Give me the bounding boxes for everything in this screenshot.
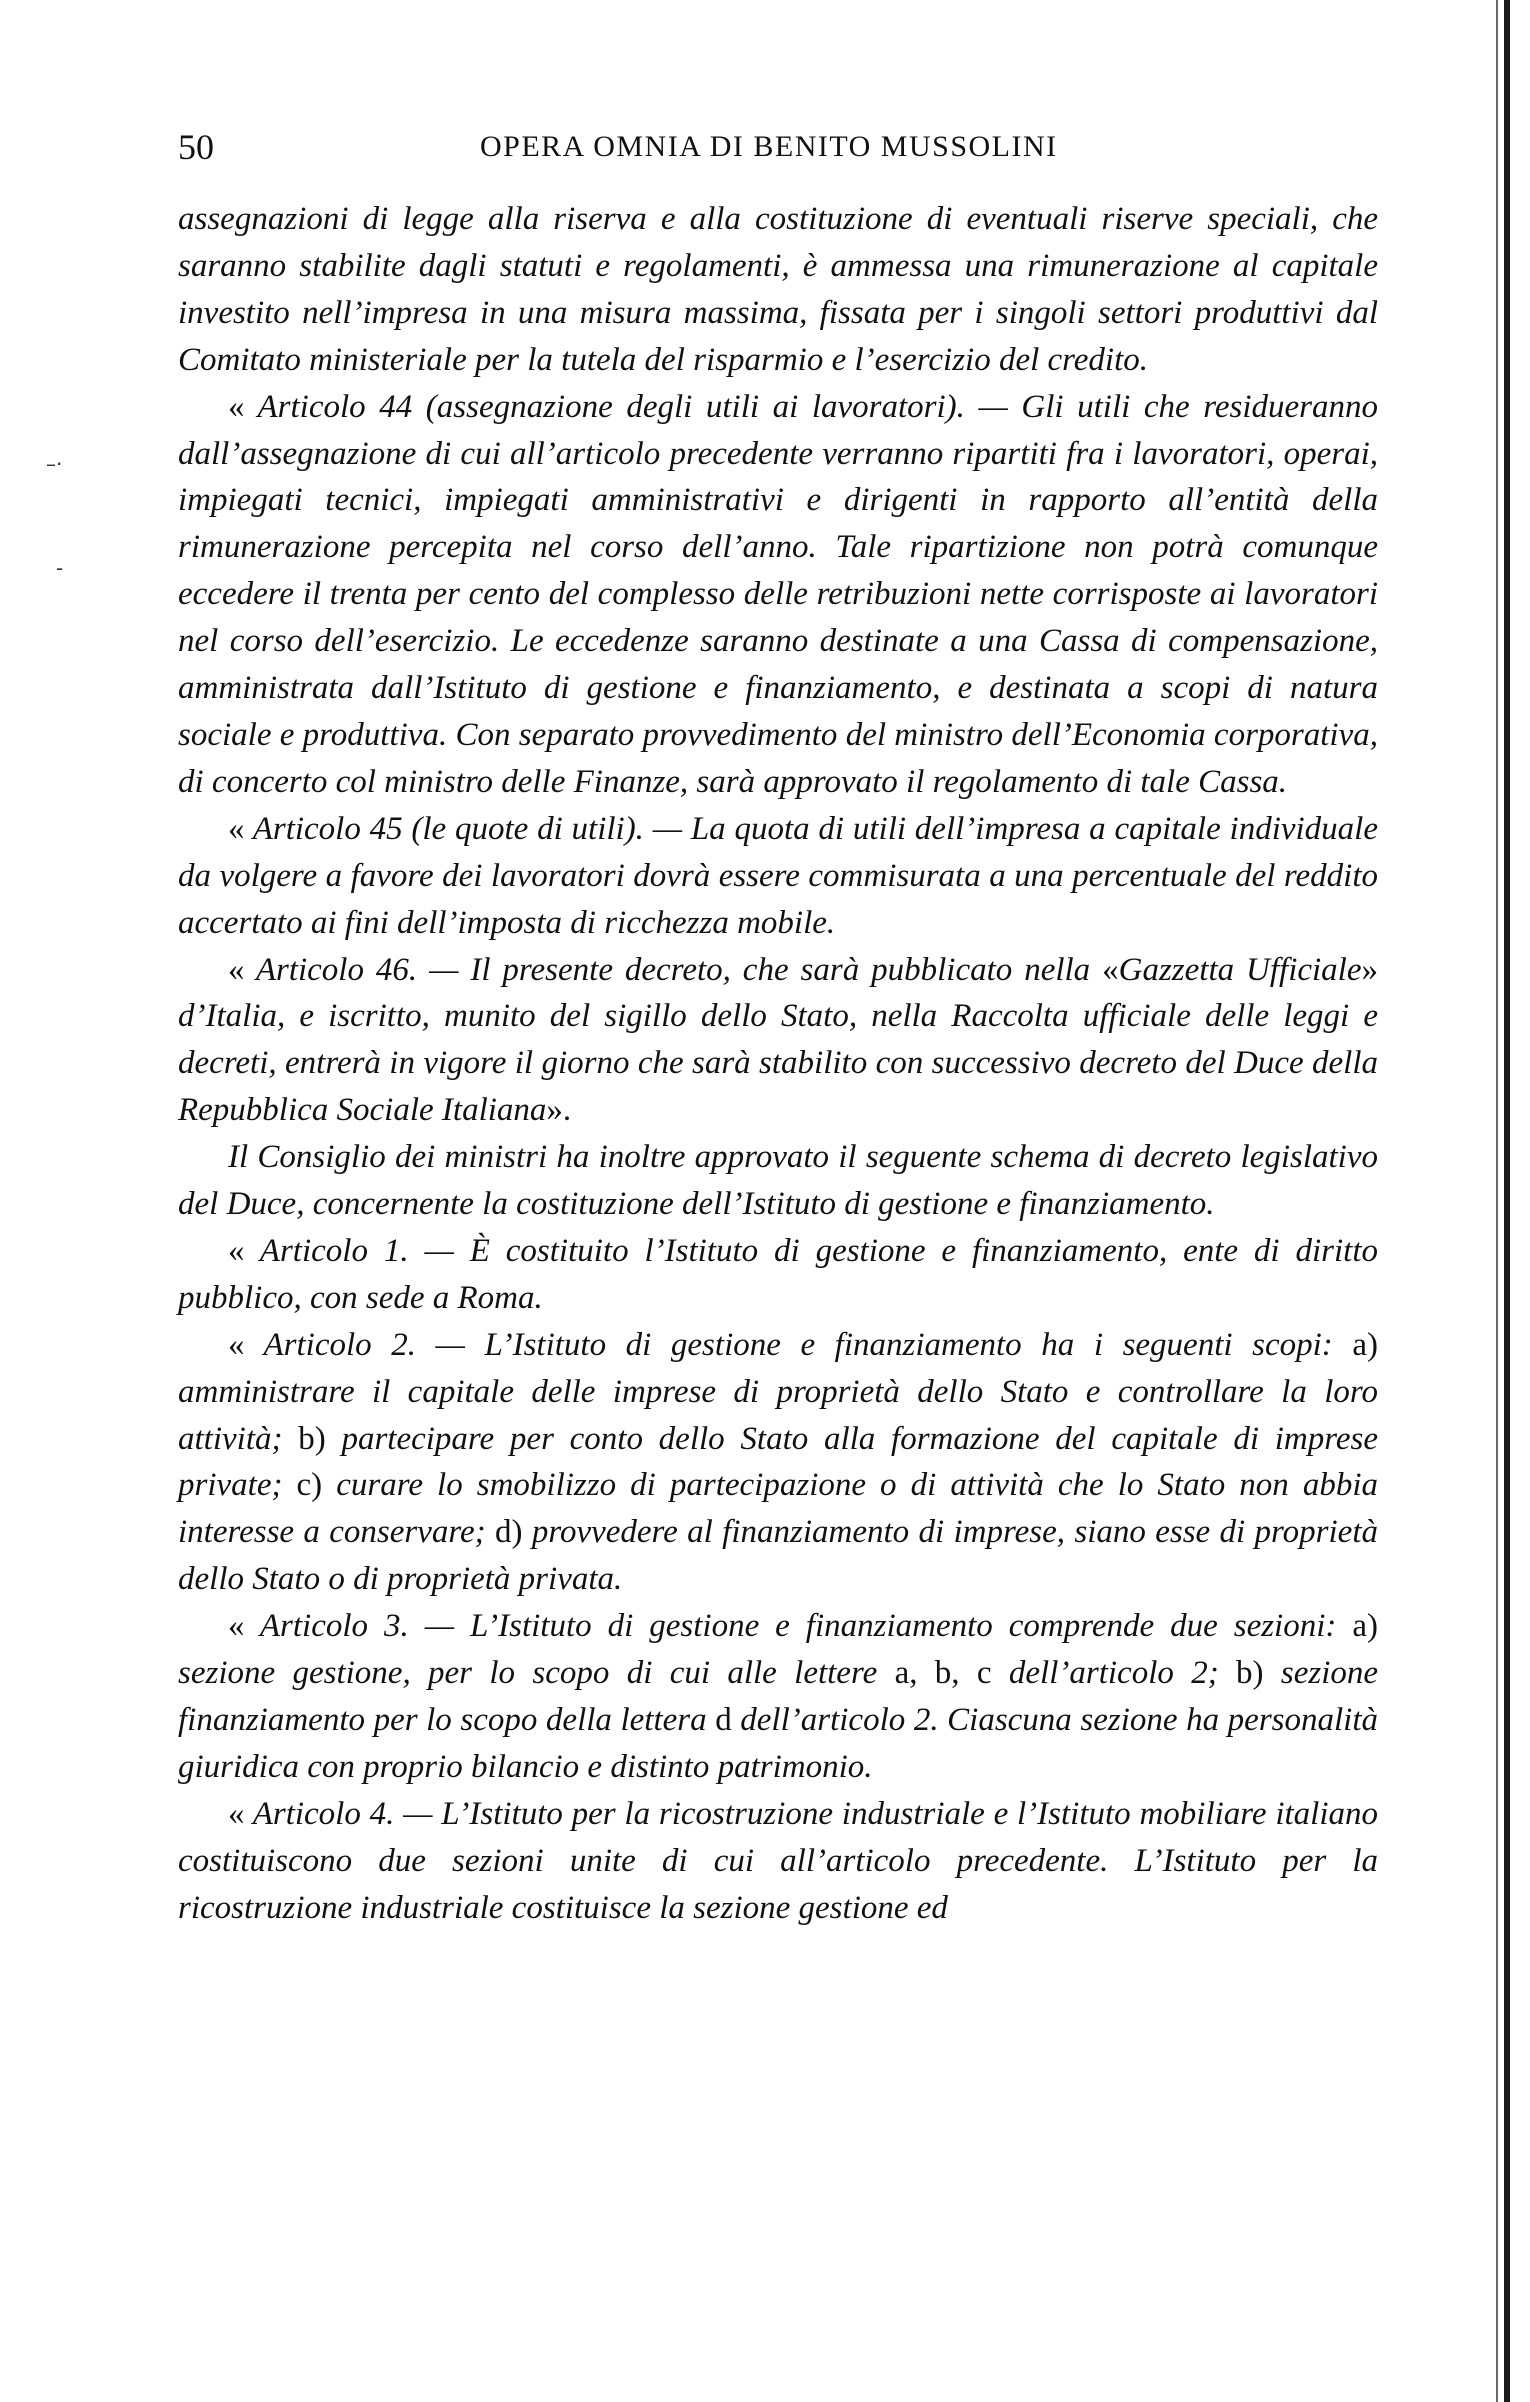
list-item: curare lo smobilizzo di partecipazione o di attività che lo Stato non abbia interesse a conservare; [178, 1467, 1379, 1551]
paragraph-article-2 [178, 1322, 1378, 1603]
paragraph-text: Articolo 3. — L’Istituto di gestione e finanziamento comprende due sezioni: [259, 1608, 1337, 1645]
list-item: dell’articolo 2. Ciascuna sezione ha personalità giuridica con proprio bilancio e distinto patrimonio. [178, 1702, 1379, 1785]
page-number: 50 [178, 127, 214, 167]
list-item: dell’articolo 2; [1008, 1655, 1219, 1692]
gazette-title: Gazzetta Ufficiale [1118, 951, 1362, 988]
paragraph-text: Il Consiglio dei ministri ha inoltre approvato il seguente schema di decreto legislativo del Duce, concernente la costituzione dell’Istituto di gestione e finanziamento. [178, 1139, 1378, 1223]
paragraph-article-3 [178, 1603, 1378, 1791]
list-letter: b) [1236, 1655, 1264, 1692]
list-letter: a) [1352, 1326, 1378, 1363]
paragraph-article-45 [178, 806, 1378, 947]
list-letter: b) [298, 1420, 326, 1457]
list-item: sezione finanziamento per lo scopo della lettera [178, 1655, 1379, 1738]
page-edge-shadow [1496, 0, 1498, 2402]
paragraph-article-44 [178, 384, 1378, 806]
paragraph-text: Articolo 46. — Il presente decreto, che sarà pubblicato nella [255, 951, 1091, 988]
paragraph-text: Articolo 45 (le quote di utili). — La quota di utili dell’impresa a capitale individuale da volgere a favore dei lavoratori dovrà essere commisurata a una percentuale del reddito accertato ai fini dell’imposta di ricchezza mobile. [178, 810, 1378, 941]
open-quote: « [228, 1795, 245, 1832]
list-letter: d) [495, 1514, 523, 1551]
list-item: partecipare per conto dello Stato alla formazione del capitale di imprese private; [178, 1420, 1378, 1504]
paragraph-text: assegnazioni di legge alla riserva e alla costituzione di eventuali riserve speciali, che saranno stabilite dagli statuti e regolamenti, è ammessa una rimunerazione al capitale investito nell’impresa in una misura massima, fissata per i singoli settori produttivi dal Comitato ministeriale per la tutela del risparmio e l’esercizio del credito. [178, 201, 1378, 378]
open-quote: « [228, 388, 245, 425]
paragraph-consiglio [178, 1134, 1378, 1228]
reference-letter: d [715, 1702, 732, 1738]
margin-mark: –· [46, 452, 63, 476]
margin-mark: - [56, 556, 64, 580]
paragraph-text: Articolo 44 (assegnazione degli utili ai lavoratori). — Gli utili che residueranno dall’assegnazione di cui all’articolo precedente verranno ripartiti fra i lavoratori, operai, impiegati tecnici, impiegati amministrativi e dirigenti in rapporto all’entità della rimunerazione percepita nel corso dell’anno. Tale ripartizione non potrà comunque eccedere il trenta per cento del complesso delle retribuzioni nette corrisposte ai lavoratori nel corso dell’esercizio. Le eccedenze saranno destinate a una Cassa di compensazione, amministrata dall’Istituto di gestione e finanziamento, e destinata a scopi di natura sociale e produttiva. Con separato provvedimento del ministro dell’Economia corporativa, di concerto col ministro delle Finanze, sarà approvato il regolamento di tale Cassa. [178, 388, 1379, 800]
open-quote: « [228, 1326, 245, 1363]
paragraph-article-1 [178, 1228, 1378, 1322]
open-quote: « [228, 1232, 245, 1269]
body-text [178, 196, 1378, 1932]
paragraph-text: Articolo 1. — È costituito l’Istituto di gestione e finanziamento, ente di diritto pubblico, con sede a Roma. [178, 1232, 1379, 1316]
paragraph [178, 196, 1378, 384]
reference-letters: a, b, c [894, 1655, 992, 1692]
paragraph-text: Articolo 4. — L’Istituto per la ricostruzione industriale e l’Istituto mobiliare italiano costituiscono due sezioni unite di cui all’articolo precedente. L’Istituto per la ricostruzione industriale costituisce la sezione gestione ed [178, 1795, 1378, 1926]
list-letter: c) [296, 1467, 323, 1504]
open-quote: « [228, 810, 245, 847]
list-item: sezione gestione, per lo scopo di cui alle lettere [178, 1655, 878, 1692]
list-item: provvedere al finanziamento di imprese, siano esse di proprietà dello Stato o di proprietà privata. [178, 1514, 1378, 1598]
page-edge [1504, 0, 1510, 2402]
inner-close-quote: » [1361, 951, 1378, 988]
close-quote: ». [546, 1092, 572, 1129]
paragraph-text: d’Italia, e iscritto, munito del sigillo dello Stato, nella Raccolta ufficiale delle leggi e decreti, entrerà in vigore il giorno che sarà stabilito con successivo decreto del Duce della Repubblica Sociale Italiana [178, 998, 1378, 1129]
list-item: amministrare il capitale delle imprese di proprietà dello Stato e controllare la loro attività; [178, 1373, 1378, 1457]
list-letter: a) [1352, 1608, 1378, 1645]
open-quote: « [228, 951, 245, 988]
open-quote: « [228, 1608, 245, 1645]
book-title: OPERA OMNIA DI BENITO MUSSOLINI [480, 130, 1058, 163]
running-head [178, 126, 1378, 176]
paragraph-article-4 [178, 1791, 1378, 1932]
paragraph-article-46 [178, 947, 1378, 1135]
paragraph-text: Articolo 2. — L’Istituto di gestione e finanziamento ha i seguenti scopi: [263, 1326, 1333, 1363]
inner-open-quote: « [1102, 951, 1119, 988]
